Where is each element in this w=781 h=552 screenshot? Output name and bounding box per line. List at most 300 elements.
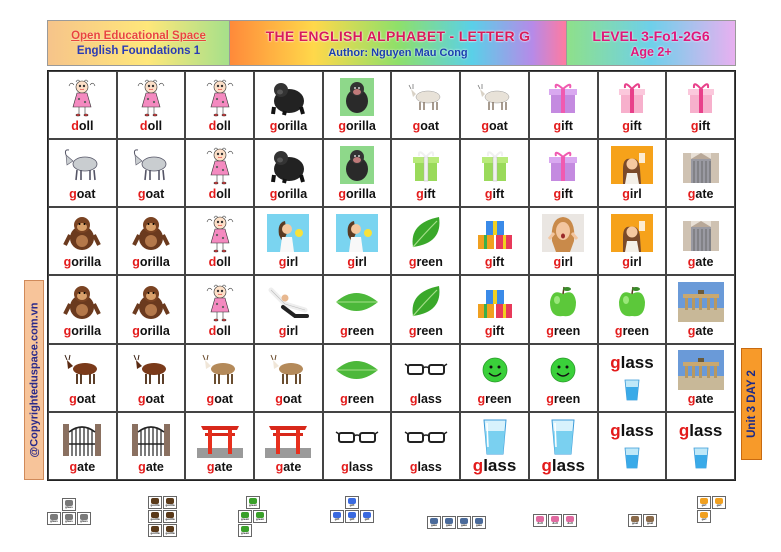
- word-rest: ift: [561, 187, 573, 202]
- word-card: [323, 344, 392, 412]
- gate-house-icon: [678, 213, 724, 253]
- goat-tan-icon: [265, 350, 311, 390]
- thumbnail-card: gorilla: [163, 510, 177, 523]
- gate-torii-icon: [265, 418, 311, 458]
- first-letter: g: [610, 352, 621, 372]
- card-word: [140, 119, 162, 133]
- first-letter: g: [278, 323, 287, 338]
- word-rest: lass: [417, 391, 442, 406]
- word-rest: oll: [216, 255, 231, 270]
- card-word: [138, 392, 164, 406]
- first-letter: g: [137, 187, 146, 202]
- word-card: [391, 412, 460, 480]
- doll-icon: [59, 77, 105, 117]
- thumb-gorilla-group: [148, 496, 178, 537]
- word-rest: ate: [77, 459, 96, 474]
- word-rest: lass: [689, 420, 723, 440]
- word-rest: orilla: [346, 187, 376, 202]
- first-letter: g: [347, 255, 356, 270]
- first-letter: g: [687, 255, 696, 270]
- apple-icon: [609, 282, 655, 322]
- thumb-gate-group: [427, 516, 487, 529]
- first-letter: g: [206, 459, 215, 474]
- first-letter: g: [481, 119, 489, 134]
- word-card: [48, 71, 117, 139]
- first-letter: g: [275, 459, 284, 474]
- thumbnail-card: gift: [330, 510, 344, 523]
- thumb-gift-group: [330, 496, 375, 523]
- gorilla-green-icon: [334, 145, 380, 185]
- thumbnail-card: doll: [563, 514, 577, 527]
- card-word: [69, 392, 95, 406]
- word-rest: oat: [488, 119, 508, 134]
- card-word: [270, 119, 308, 133]
- gorilla-green-icon: [334, 77, 380, 117]
- word-rest: oat: [145, 187, 165, 202]
- first-letter: g: [546, 391, 554, 406]
- word-rest: ate: [214, 459, 233, 474]
- card-word: [138, 460, 164, 474]
- card-word: [410, 392, 442, 406]
- word-card: [529, 207, 598, 275]
- water-glass-icon: [609, 446, 655, 470]
- gorilla-cartoon-icon: [128, 213, 174, 253]
- leaf-icon: [403, 282, 449, 322]
- card-word: [138, 187, 164, 201]
- card-word: [64, 255, 102, 269]
- word-rest: irl: [286, 323, 299, 338]
- age-label: Age 2+: [630, 44, 672, 59]
- thumbnail-card: gate: [442, 516, 456, 529]
- word-rest: orilla: [139, 255, 170, 270]
- card-word: [279, 255, 298, 269]
- gift-stack-icon: [472, 282, 518, 322]
- word-card: [391, 207, 460, 275]
- word-rest: irl: [355, 255, 367, 270]
- gift-purple-icon: [540, 145, 586, 185]
- card-word: [622, 187, 641, 201]
- word-rest: oll: [147, 119, 163, 134]
- card-word: [478, 392, 512, 406]
- first-letter: g: [138, 459, 146, 474]
- card-word: [340, 324, 374, 338]
- first-letter: d: [139, 119, 148, 134]
- word-card: [254, 139, 323, 207]
- word-card: [323, 207, 392, 275]
- card-word: [410, 460, 442, 474]
- word-card: [323, 139, 392, 207]
- gift-purple-icon: [540, 77, 586, 117]
- word-card: [254, 344, 323, 412]
- card-word: [338, 119, 376, 133]
- word-rest: orilla: [277, 119, 308, 134]
- gift-pink-icon: [609, 77, 655, 117]
- goat-white-icon: [472, 77, 518, 117]
- word-card: [391, 344, 460, 412]
- first-letter: g: [484, 187, 493, 202]
- thumbnail-card: gorilla: [148, 524, 162, 537]
- card-word: [485, 255, 504, 269]
- publisher-title: Open Educational Space: [71, 29, 206, 42]
- word-rest: oll: [216, 187, 231, 202]
- card-word: [554, 187, 573, 201]
- card-word: [610, 354, 653, 372]
- gorilla-cartoon-icon: [59, 213, 105, 253]
- thumbnail-card: gift: [345, 496, 359, 509]
- word-rest: oll: [78, 119, 94, 134]
- card-word: [688, 187, 714, 201]
- first-letter: g: [69, 187, 77, 202]
- doll-icon: [197, 282, 243, 322]
- thumbnail-card: girl: [697, 496, 711, 509]
- first-letter: g: [412, 119, 421, 134]
- word-card: [529, 71, 598, 139]
- card-word: [279, 324, 298, 338]
- card-word: [615, 324, 649, 338]
- word-rest: ift: [492, 255, 505, 270]
- girl-stretch-icon: [265, 282, 311, 322]
- card-word: [338, 187, 376, 201]
- word-rest: lass: [348, 459, 374, 474]
- first-letter: g: [610, 420, 621, 440]
- water-glass-icon: [678, 446, 724, 470]
- first-letter: g: [687, 391, 696, 406]
- first-letter: g: [338, 119, 347, 134]
- thumbnail-card: gorilla: [148, 496, 162, 509]
- word-rest: orilla: [277, 187, 308, 202]
- card-word: [276, 460, 302, 474]
- word-card: [323, 71, 392, 139]
- first-letter: g: [622, 255, 630, 270]
- word-rest: oll: [216, 119, 231, 134]
- word-card: [529, 139, 598, 207]
- word-rest: ate: [283, 459, 302, 474]
- word-card: [254, 71, 323, 139]
- first-letter: g: [340, 391, 348, 406]
- copyright-text: @Copyrighteduspace.com.vn: [28, 302, 41, 458]
- card-word: [610, 422, 653, 440]
- word-rest: irl: [561, 255, 573, 270]
- thumb-doll-group: [533, 514, 578, 527]
- word-rest: ift: [492, 323, 505, 338]
- word-card: [323, 275, 392, 343]
- author-line: Author: Nguyen Mau Cong: [328, 46, 468, 59]
- thumbnail-card: gorilla: [163, 496, 177, 509]
- word-card: [666, 275, 735, 343]
- word-rest: reen: [347, 323, 375, 338]
- word-card: [666, 139, 735, 207]
- first-letter: g: [553, 255, 562, 270]
- thumbnail-card: glass: [62, 512, 76, 525]
- first-letter: g: [687, 323, 696, 338]
- thumbnail-card: green: [238, 524, 252, 537]
- first-letter: g: [472, 455, 484, 475]
- word-card: [48, 344, 117, 412]
- first-letter: g: [416, 187, 424, 202]
- card-word: [275, 392, 301, 406]
- gate-torii-icon: [197, 418, 243, 458]
- word-card: [666, 71, 735, 139]
- word-rest: ift: [561, 119, 573, 134]
- word-card: [254, 207, 323, 275]
- first-letter: d: [208, 119, 217, 134]
- word-card: [117, 139, 186, 207]
- word-card: [460, 412, 529, 480]
- thumbnail-card: glass: [47, 512, 61, 525]
- thumbnail-card: goat: [628, 514, 642, 527]
- thumbnail-card: gorilla: [163, 524, 177, 537]
- gorilla-cartoon-icon: [59, 282, 105, 322]
- level-label: LEVEL 3-Fo1-2G6: [592, 27, 710, 44]
- card-word: [688, 324, 714, 338]
- word-card: [185, 71, 254, 139]
- word-card: [598, 344, 667, 412]
- word-card: [185, 139, 254, 207]
- thumb-green-group: [238, 496, 268, 537]
- gorilla-dark-icon: [265, 145, 311, 185]
- first-letter: g: [269, 119, 278, 134]
- word-rest: oat: [145, 391, 165, 406]
- gift-stack-icon: [472, 213, 518, 253]
- gate-brandenburg-icon: [678, 282, 724, 322]
- first-letter: g: [341, 459, 349, 474]
- first-letter: g: [477, 391, 486, 406]
- first-letter: g: [206, 391, 215, 406]
- card-word: [207, 392, 233, 406]
- word-rest: ate: [145, 459, 164, 474]
- word-rest: ate: [695, 391, 714, 406]
- smiley-icon: [472, 350, 518, 390]
- card-word: [473, 457, 516, 475]
- word-card: [460, 71, 529, 139]
- thumbnail-card: green: [238, 510, 252, 523]
- copyright-banner: [24, 280, 44, 480]
- first-letter: g: [137, 391, 146, 406]
- first-letter: g: [408, 255, 417, 270]
- first-letter: g: [340, 323, 348, 338]
- gate-iron-icon: [128, 418, 174, 458]
- doll-icon: [197, 213, 243, 253]
- word-card: [460, 139, 529, 207]
- word-rest: orilla: [139, 323, 170, 338]
- word-card: [48, 412, 117, 480]
- word-rest: irl: [629, 187, 642, 202]
- water-glass-icon: [609, 378, 655, 402]
- card-word: [413, 119, 439, 133]
- first-letter: g: [484, 323, 493, 338]
- girl-orange-icon: [609, 145, 655, 185]
- glasses-icon: [334, 418, 380, 458]
- girl-blue-icon: [334, 213, 380, 253]
- word-card: [598, 71, 667, 139]
- thumbnail-card: goat: [643, 514, 657, 527]
- word-rest: reen: [485, 391, 512, 406]
- thumbnail-card: gorilla: [148, 510, 162, 523]
- word-card: [529, 412, 598, 480]
- word-card: [48, 275, 117, 343]
- word-card: [117, 344, 186, 412]
- thumb-girl-group: [697, 496, 727, 523]
- goat-grey-icon: [59, 145, 105, 185]
- first-letter: g: [690, 119, 699, 134]
- card-word: [270, 187, 308, 201]
- water-glass-big-icon: [540, 417, 586, 457]
- word-rest: reen: [622, 323, 649, 338]
- first-letter: g: [484, 255, 493, 270]
- smiley-icon: [540, 350, 586, 390]
- word-rest: oat: [282, 391, 302, 406]
- word-card: [460, 207, 529, 275]
- water-glass-big-icon: [472, 417, 518, 457]
- word-card: [254, 412, 323, 480]
- first-letter: d: [208, 187, 217, 202]
- word-card: [529, 275, 598, 343]
- card-word: [340, 392, 374, 406]
- goat-white-icon: [403, 77, 449, 117]
- thumbnail-card: doll: [548, 514, 562, 527]
- girl-blue-icon: [265, 213, 311, 253]
- word-rest: reen: [416, 323, 443, 338]
- word-rest: reen: [553, 323, 581, 338]
- card-word: [481, 119, 507, 133]
- gift-green-icon: [403, 145, 449, 185]
- word-card: [391, 139, 460, 207]
- word-card: [48, 207, 117, 275]
- word-card: [117, 71, 186, 139]
- word-card: [185, 275, 254, 343]
- word-rest: ift: [492, 187, 505, 202]
- card-word: [691, 119, 710, 133]
- word-card: [391, 275, 460, 343]
- goat-tan-icon: [197, 350, 243, 390]
- gift-pink-icon: [678, 77, 724, 117]
- card-word: [69, 460, 95, 474]
- first-letter: g: [622, 187, 630, 202]
- thumbnail-card: gate: [427, 516, 441, 529]
- header-left-panel: [48, 21, 230, 65]
- thumbnail-card: gift: [345, 510, 359, 523]
- card-word: [209, 324, 231, 338]
- card-word: [71, 119, 93, 133]
- card-word: [554, 119, 573, 133]
- card-word: [546, 324, 580, 338]
- word-rest: orilla: [346, 119, 376, 134]
- first-letter: g: [553, 119, 562, 134]
- first-letter: g: [678, 420, 690, 440]
- word-card: [117, 207, 186, 275]
- first-letter: g: [409, 459, 418, 474]
- word-card: [323, 412, 392, 480]
- card-word: [688, 255, 714, 269]
- card-word: [546, 392, 580, 406]
- first-letter: g: [338, 187, 347, 202]
- card-word: [341, 460, 373, 474]
- word-rest: orilla: [71, 255, 102, 270]
- word-rest: reen: [347, 391, 375, 406]
- first-letter: g: [132, 323, 140, 338]
- first-letter: g: [275, 391, 283, 406]
- glasses-icon: [403, 350, 449, 390]
- card-word: [622, 119, 641, 133]
- card-word: [485, 187, 504, 201]
- card-word: [209, 187, 231, 201]
- thumbnail-card: girl: [712, 496, 726, 509]
- card-word: [688, 392, 714, 406]
- first-letter: g: [546, 323, 554, 338]
- thumbnail-card: green: [253, 510, 267, 523]
- word-card: [598, 412, 667, 480]
- thumbnail-card: glass: [77, 512, 91, 525]
- word-rest: ate: [695, 323, 714, 338]
- card-word: [679, 422, 722, 440]
- card-thumbnails: [0, 490, 781, 552]
- gate-iron-icon: [59, 418, 105, 458]
- word-card: [391, 71, 460, 139]
- card-word: [64, 324, 102, 338]
- first-letter: g: [687, 187, 696, 202]
- first-letter: g: [63, 323, 72, 338]
- gate-brandenburg-icon: [678, 350, 724, 390]
- thumbnail-card: green: [246, 496, 260, 509]
- word-rest: lass: [620, 352, 654, 372]
- first-letter: g: [63, 255, 72, 270]
- girl-surprised-icon: [540, 213, 586, 253]
- word-rest: reen: [553, 391, 581, 406]
- first-letter: g: [408, 323, 417, 338]
- glasses-icon: [403, 418, 449, 458]
- goat-grey-icon: [128, 145, 174, 185]
- card-word: [554, 255, 573, 269]
- card-word: [485, 324, 504, 338]
- course-title: English Foundations 1: [76, 44, 201, 57]
- thumb-goat-group: [628, 514, 658, 527]
- unit-day-text: Unit 3 DAY 2: [745, 370, 758, 438]
- girl-orange-icon: [609, 213, 655, 253]
- card-word: [69, 187, 95, 201]
- word-card: [460, 275, 529, 343]
- first-letter: g: [614, 323, 623, 338]
- doll-icon: [128, 77, 174, 117]
- word-rest: oat: [420, 119, 440, 134]
- card-word: [209, 255, 231, 269]
- page-title: THE ENGLISH ALPHABET - LETTER G: [265, 27, 531, 44]
- gift-green-icon: [472, 145, 518, 185]
- word-rest: oat: [76, 187, 96, 202]
- leaf-icon: [403, 213, 449, 253]
- word-rest: ate: [695, 255, 714, 270]
- word-rest: oat: [76, 391, 96, 406]
- card-word: [209, 119, 231, 133]
- first-letter: g: [622, 119, 630, 134]
- thumbnail-card: doll: [533, 514, 547, 527]
- card-word: [542, 457, 585, 475]
- word-rest: lass: [417, 459, 442, 474]
- word-card: [529, 344, 598, 412]
- word-rest: ift: [423, 187, 436, 202]
- first-letter: g: [278, 255, 287, 270]
- word-card: [666, 412, 735, 480]
- word-rest: ift: [698, 119, 711, 134]
- card-word: [416, 187, 435, 201]
- word-rest: ift: [629, 119, 642, 134]
- word-rest: oll: [216, 323, 231, 338]
- word-rest: lass: [483, 455, 517, 475]
- first-letter: d: [208, 255, 217, 270]
- word-rest: irl: [286, 255, 299, 270]
- gorilla-dark-icon: [265, 77, 311, 117]
- word-rest: ate: [695, 187, 714, 202]
- apple-icon: [540, 282, 586, 322]
